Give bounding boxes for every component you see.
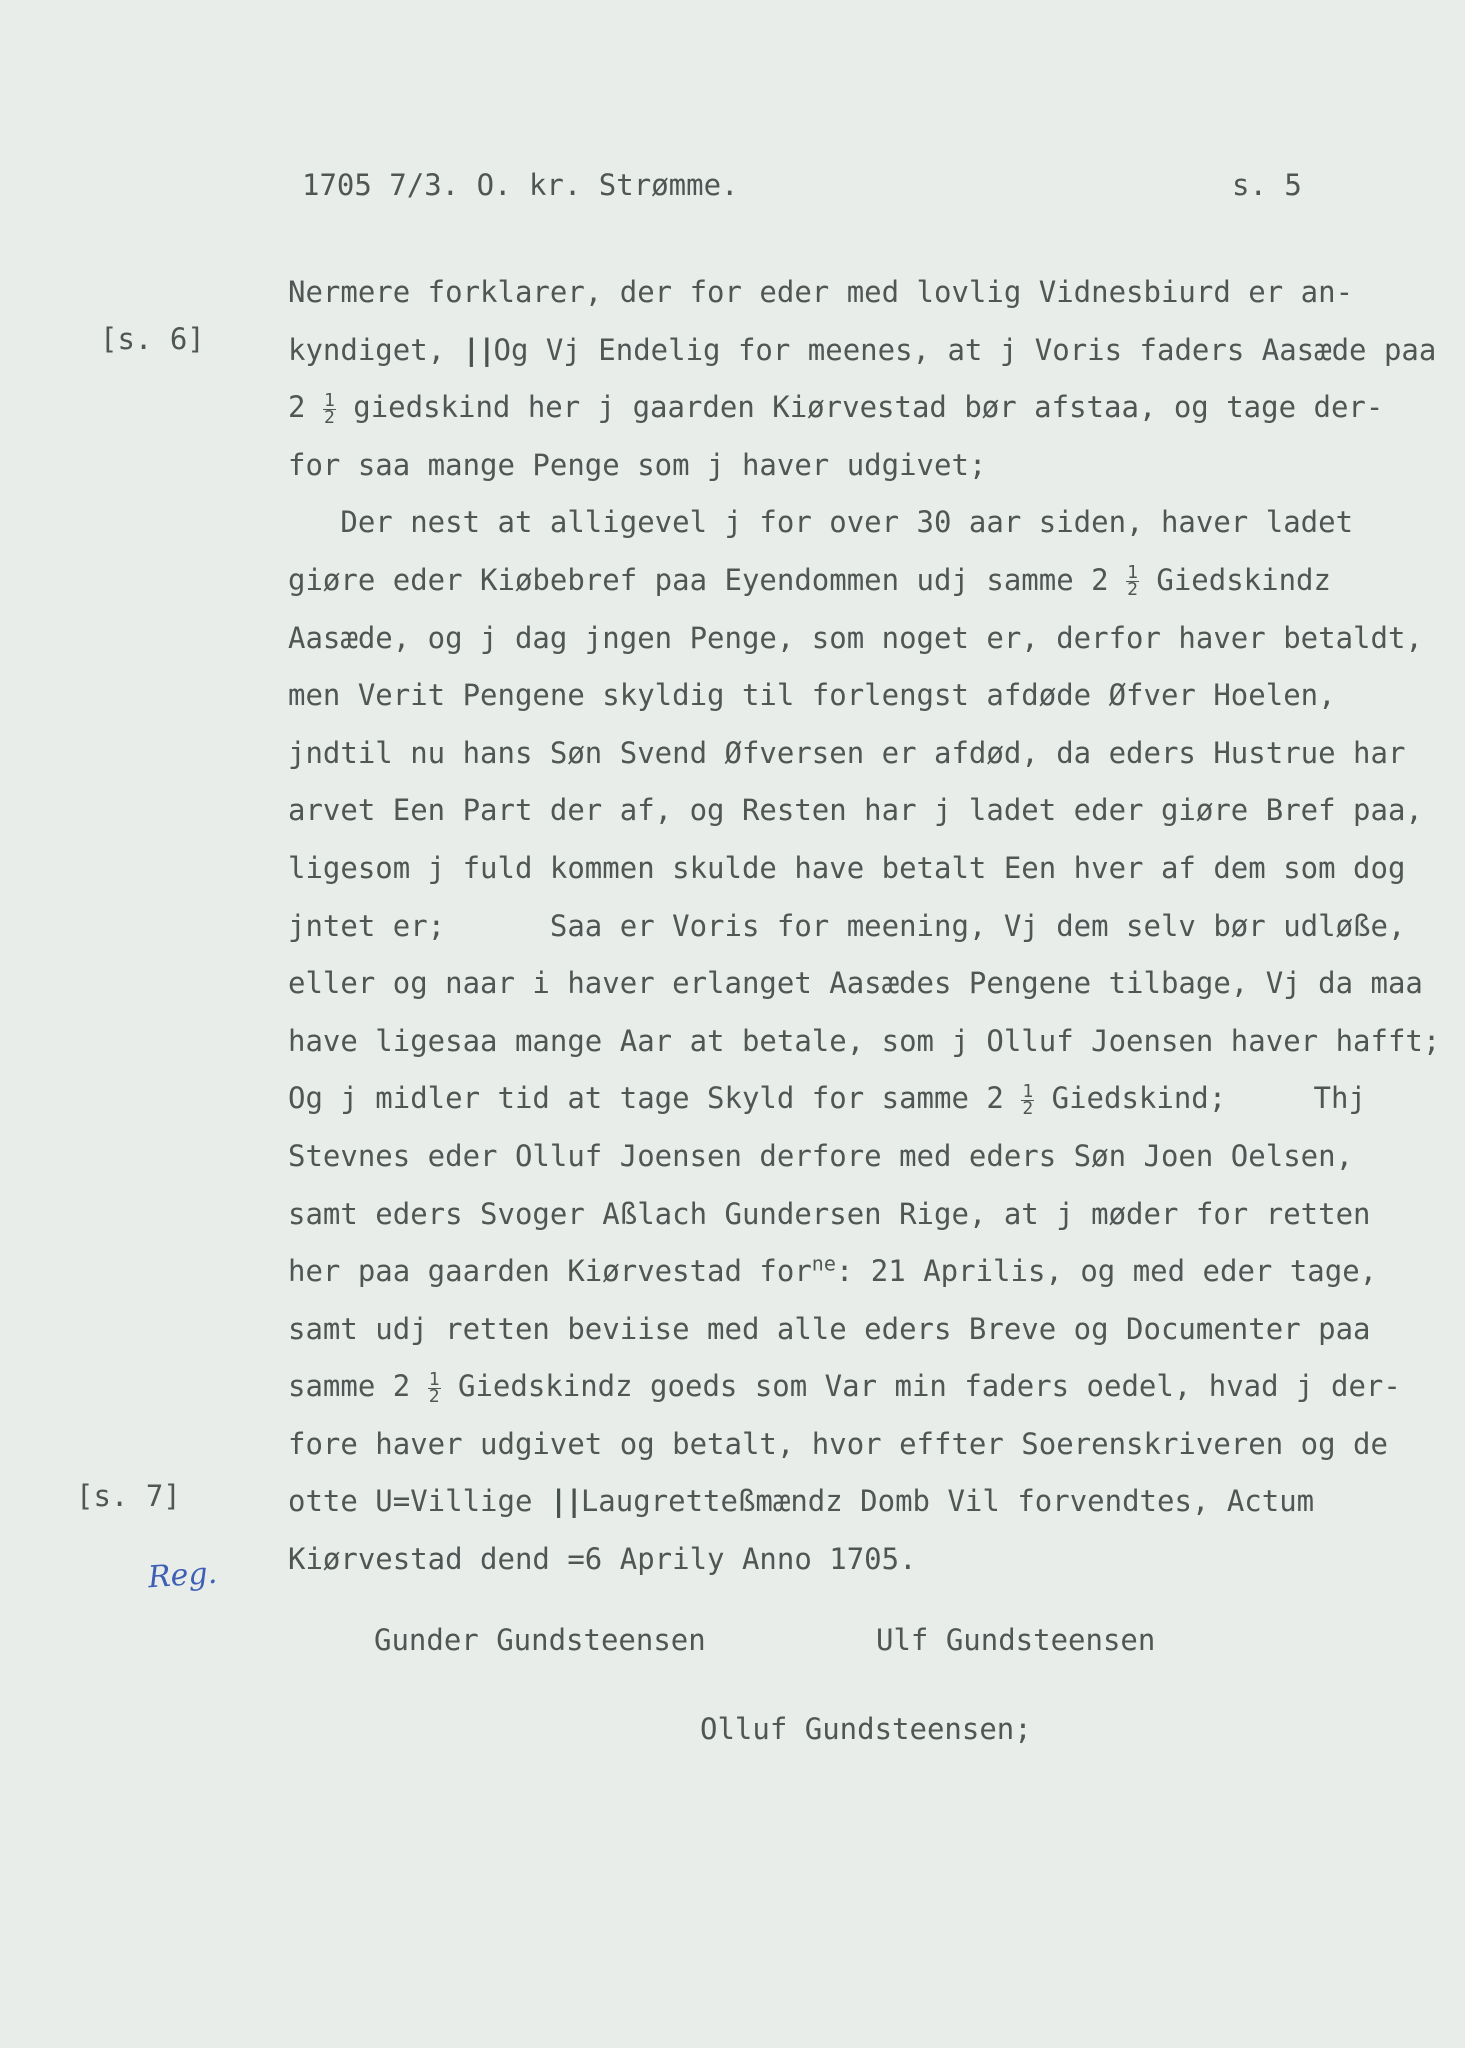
fraction-numerator: 1	[1022, 1080, 1034, 1102]
text-line	[288, 1531, 1448, 1589]
text-line	[288, 1070, 1448, 1128]
margin-note-page-6: [s. 6]	[100, 322, 205, 356]
signature-gunder: Gunder Gundsteensen	[374, 1623, 706, 1657]
text-span: samt eders Svoger Aßlach Gundersen Rige, at j møder for retten	[288, 1196, 1371, 1231]
text-span: giedskind her j gaarden Kiørvestad bør afstaa, og tage der-	[335, 390, 1384, 425]
text-span: arvet Een Part der af, og Resten har j ladet eder giøre Bref paa,	[288, 793, 1423, 828]
text-span: giøre eder Kiøbebref paa Eyendommen udj samme	[288, 562, 1092, 597]
fraction-numerator: 1	[323, 389, 335, 411]
fraction-whole: 2	[288, 390, 306, 425]
text-span: fore haver udgivet og betalt, hvor effter Soerenskriveren og de	[288, 1426, 1388, 1461]
fraction-half	[1126, 562, 1139, 601]
text-span: Kiørvestad dend =6 Aprily Anno 1705.	[288, 1542, 917, 1577]
text-line	[288, 1301, 1448, 1359]
fraction-denominator: 2	[1127, 579, 1138, 601]
page-break-mark-icon: ||	[549, 1484, 581, 1519]
fraction-whole: 2	[1091, 562, 1109, 597]
text-span: Laugretteßmændz Domb Vil forvendtes, Actum	[580, 1484, 1315, 1519]
page-break-mark-icon: ||	[462, 332, 494, 367]
text-span: : 21 Aprilis, og med eder tage,	[835, 1254, 1378, 1289]
fraction-numerator: 1	[1127, 562, 1138, 584]
page-number: s. 5	[1232, 168, 1302, 202]
text-span: Giedskindz	[1138, 562, 1331, 597]
text-line	[288, 379, 1448, 437]
text-span: eller og naar i haver erlanget Aasædes Pengene tilbage, Vj da maa	[288, 966, 1423, 1001]
text-span: Giedskindz goeds som Var min faders oedel, hvad j der-	[440, 1369, 1401, 1404]
text-span: her paa gaarden Kiørvestad for	[288, 1254, 812, 1289]
signature-ulf: Ulf Gundsteensen	[876, 1623, 1156, 1657]
document-header-title: 1705 7/3. O. kr. Strømme.	[302, 168, 739, 202]
handwritten-note: Reg.	[146, 1555, 219, 1596]
text-span: Og Vj Endelig for meenes, at j Voris faders Aasæde paa	[493, 332, 1437, 367]
text-line	[288, 1013, 1448, 1071]
text-line	[288, 955, 1448, 1013]
text-span: samme	[288, 1369, 393, 1404]
margin-note-page-7: [s. 7]	[76, 1479, 181, 1513]
fraction-whole: 2	[986, 1081, 1004, 1116]
text-line	[288, 782, 1448, 840]
text-span: kyndiget,	[288, 332, 463, 367]
text-line	[288, 667, 1448, 725]
text-span: otte U=Villige	[288, 1484, 550, 1519]
text-span: Nermere forklarer, der for eder med lovlig Vidnesbiurd er an-	[288, 275, 1354, 309]
text-line	[288, 1128, 1448, 1186]
text-line	[288, 725, 1448, 783]
text-span: Aasæde, og j dag jngen Penge, som noget er, derfor haver betaldt,	[288, 620, 1423, 655]
text-span: men Verit Pengene skyldig til forlengst afdøde Øfver Hoelen,	[288, 678, 1336, 713]
text-span: Og j midler tid at tage Skyld for samme	[288, 1081, 987, 1116]
text-span: ligesom j fuld kommen skulde have betalt Een hver af dem som dog	[288, 850, 1406, 885]
text-span: Der nest at alligevel j for over 30 aar siden, haver ladet	[288, 505, 1354, 540]
text-line	[288, 494, 1448, 552]
text-line	[288, 322, 1448, 380]
text-span: jntet er; Saa er Voris for meening, Vj dem selv bør udløße,	[288, 908, 1406, 943]
text-line	[288, 898, 1448, 956]
text-span: samt udj retten beviise med alle eders Breve og Documenter paa	[288, 1311, 1371, 1346]
superscript: ne	[811, 1251, 836, 1276]
text-line	[288, 552, 1448, 610]
fraction-whole: 2	[392, 1369, 411, 1404]
text-line	[288, 1243, 1448, 1301]
text-line	[288, 840, 1448, 898]
text-span: have ligesaa mange Aar at betale, som j Olluf Joensen haver hafft;	[288, 1023, 1441, 1058]
fraction-denominator: 2	[323, 406, 335, 428]
text-line	[288, 1416, 1448, 1474]
text-span: Giedskind; Thj	[1034, 1081, 1366, 1116]
fraction-numerator: 1	[428, 1368, 440, 1390]
text-line	[288, 1473, 1448, 1531]
text-span: for saa mange Penge som j haver udgivet;	[288, 447, 987, 482]
text-span: Stevnes eder Olluf Joensen derfore med eders Søn Joen Oelsen,	[288, 1138, 1354, 1173]
signature-olluf: Olluf Gundsteensen;	[700, 1712, 1032, 1746]
text-line	[288, 1186, 1448, 1244]
fraction-half	[323, 389, 336, 428]
fraction-half	[428, 1368, 441, 1407]
text-line	[288, 437, 1448, 495]
text-line	[288, 264, 1448, 322]
fraction-denominator: 2	[1022, 1097, 1034, 1119]
fraction-denominator: 2	[428, 1385, 440, 1407]
text-line	[288, 1358, 1448, 1416]
document-body	[288, 264, 1448, 1589]
fraction-half	[1021, 1080, 1034, 1119]
text-line	[288, 610, 1448, 668]
text-span: jndtil nu hans Søn Svend Øfversen er afdød, da eders Hustrue har	[288, 735, 1406, 770]
